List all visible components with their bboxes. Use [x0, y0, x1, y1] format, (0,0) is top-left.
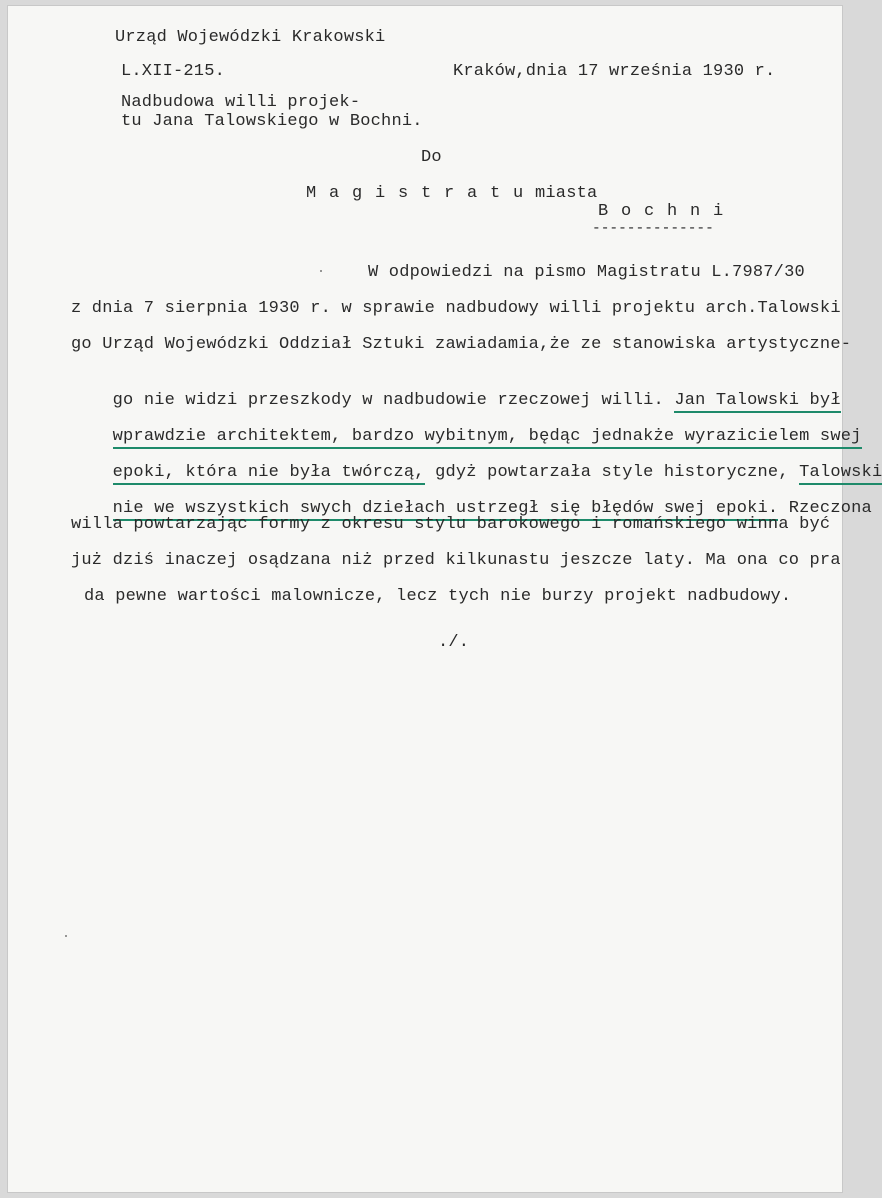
addressee-city: B o c h n i [598, 202, 725, 221]
reference-number: L.XII-215. [121, 62, 226, 81]
addressee-city-word: miasta [535, 184, 598, 203]
addressee-magistrate: M a g i s t r a t u [306, 184, 525, 203]
highlight-underline: Jan Talowski był [674, 391, 840, 413]
body-line-3: go Urząd Wojewódzki Oddział Sztuki zawiadamia,że ze stanowiska artystyczne- [71, 335, 852, 354]
highlight-underline: nie we wszystkich swych dziełach ustrzegł się błędów swej epoki. [113, 499, 779, 521]
body-line-1: W odpowiedzi na pismo Magistratu L.7987/30 [368, 263, 805, 282]
body-line-6-text: gdyż powtarzała style historyczne, [424, 463, 800, 482]
body-line-2: z dnia 7 sierpnia 1930 r. w sprawie nadbudowy willi projektu arch.Talowski [71, 299, 841, 318]
highlight-underline: wprawdzie architektem, bardzo wybitnym, będąc jednakże wyrazicielem swej [113, 427, 862, 449]
highlight-underline: Talowski [799, 463, 882, 485]
subject-line-1: Nadbudowa willi projek- [121, 93, 361, 112]
body-line-8: willa powtarzając formy z okresu stylu barokowego i romańskiego winna być [71, 515, 831, 534]
office-name: Urząd Wojewódzki Krakowski [115, 28, 386, 47]
addressee-to: Do [421, 148, 442, 167]
body-line-10: da pewne wartości malownicze, lecz tych nie burzy projekt nadbudowy. [84, 587, 792, 606]
place-and-date: Kraków,dnia 17 września 1930 r. [453, 62, 776, 81]
highlight-underline: epoki, która nie była twórczą, [113, 463, 425, 485]
document-page [8, 6, 882, 1192]
body-line-9: już dziś inaczej osądzana niż przed kilkunastu jeszcze laty. Ma ona co pra [71, 551, 841, 570]
subject-line-2: tu Jana Talowskiego w Bochni. [121, 112, 423, 131]
body-line-4-text: go nie widzi przeszkody w nadbudowie rzeczowej willi. [112, 391, 675, 410]
body-line-7-text: Rzeczona [778, 499, 872, 518]
addressee-rule: -------------- [592, 221, 714, 237]
paper-speck [320, 270, 322, 272]
paper-speck [65, 935, 67, 937]
closing-mark: ./. [438, 633, 470, 652]
